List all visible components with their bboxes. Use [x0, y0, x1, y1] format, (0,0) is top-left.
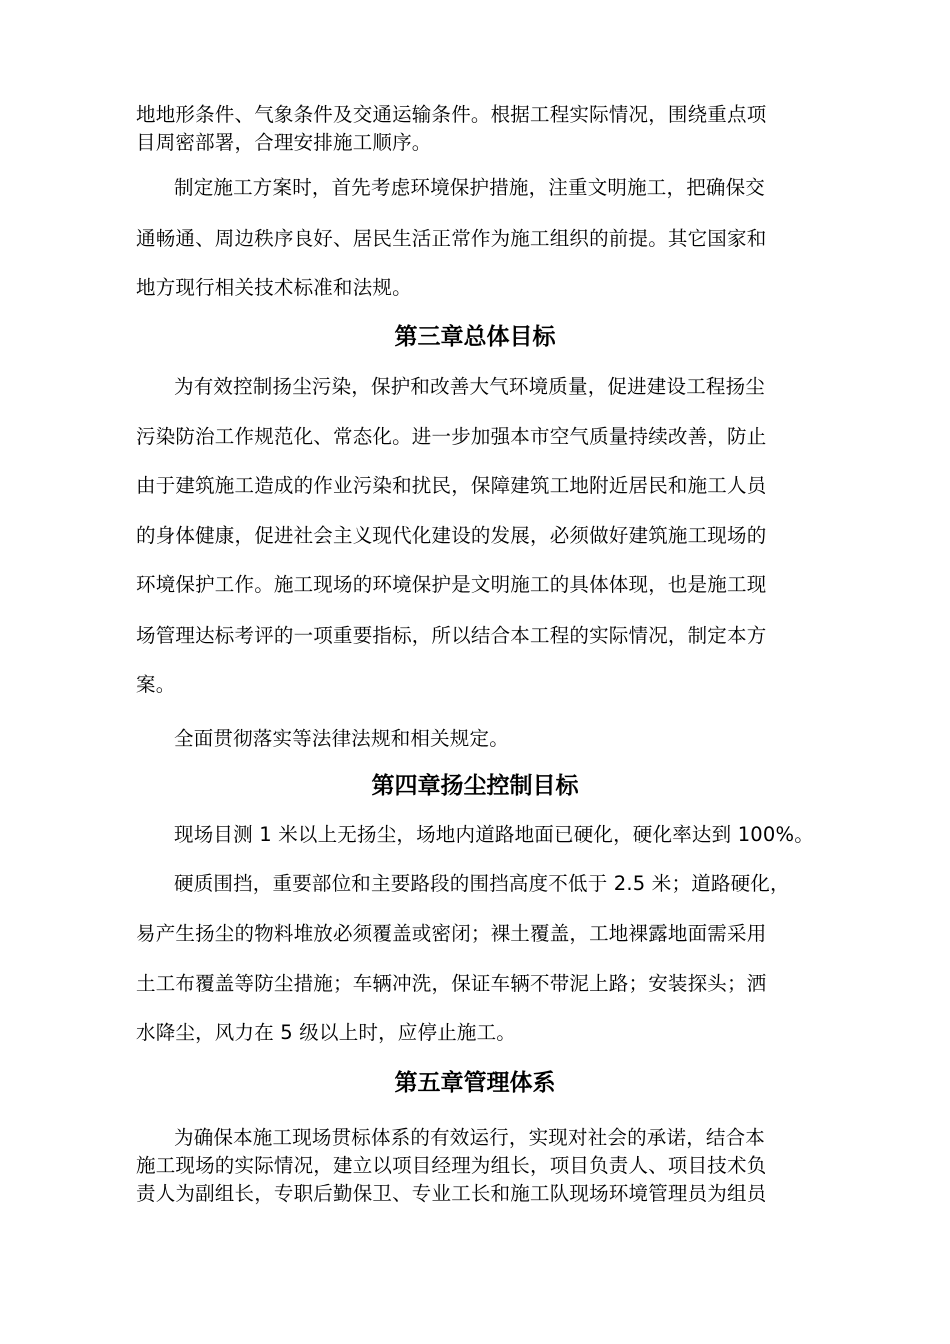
- paragraph-start-line: 全面贯彻落实等法律法规和相关规定。: [174, 727, 509, 750]
- text-line: 地方现行相关技术标准和法规。: [136, 276, 412, 299]
- text-line: 环境保护工作。施工现场的环境保护是文明施工的具体体现，也是施工现: [136, 573, 767, 596]
- text-line: 污染防治工作规范化、常态化。进一步加强本市空气质量持续改善，防止: [136, 425, 767, 448]
- paragraph-start-line: 现场目测 1 米以上无扬尘，场地内道路地面已硬化，硬化率达到 100%。: [174, 823, 814, 846]
- text-line: 目周密部署，合理安排施工顺序。: [136, 131, 432, 154]
- chapter4-title: 第四章扬尘控制目标: [371, 773, 579, 799]
- paragraph-start-line: 为有效控制扬尘污染，保护和改善大气环境质量，促进建设工程扬尘: [174, 375, 766, 398]
- chapter5-title: 第五章管理体系: [394, 1070, 556, 1096]
- text-line: 水降尘，风力在 5 级以上时，应停止施工。: [136, 1021, 517, 1044]
- text-line: 土工布覆盖等防尘措施；车辆冲洗，保证车辆不带泥上路；安装探头；洒: [136, 972, 767, 995]
- text-line: 易产生扬尘的物料堆放必须覆盖或密闭；裸土覆盖，工地裸露地面需采用: [136, 922, 767, 945]
- paragraph-start-line: 硬质围挡，重要部位和主要路段的围挡高度不低于 2.5 米；道路硬化，: [174, 872, 790, 895]
- text-line: 的身体健康，促进社会主义现代化建设的发展，必须做好建筑施工现场的: [136, 524, 767, 547]
- text-line: 案。: [136, 673, 176, 696]
- text-line: 通畅通、周边秩序良好、居民生活正常作为施工组织的前提。其它国家和: [136, 227, 767, 250]
- paragraph-start-line: 制定施工方案时，首先考虑环境保护措施，注重文明施工，把确保交: [174, 176, 766, 199]
- text-line: 施工现场的实际情况，建立以项目经理为组长，项目负责人、项目技术负: [136, 1154, 767, 1177]
- text-line: 场管理达标考评的一项重要指标，所以结合本工程的实际情况，制定本方: [136, 624, 767, 647]
- chapter3-title: 第三章总体目标: [394, 324, 556, 350]
- text-line: 责人为副组长，专职后勤保卫、专业工长和施工队现场环境管理员为组员: [136, 1182, 767, 1205]
- text-line: 由于建筑施工造成的作业污染和扰民，保障建筑工地附近居民和施工人员: [136, 474, 767, 497]
- paragraph-start-line: 为确保本施工现场贯标体系的有效运行，实现对社会的承诺，结合本: [174, 1126, 766, 1149]
- text-line: 地地形条件、气象条件及交通运输条件。根据工程实际情况，围绕重点项: [136, 103, 767, 126]
